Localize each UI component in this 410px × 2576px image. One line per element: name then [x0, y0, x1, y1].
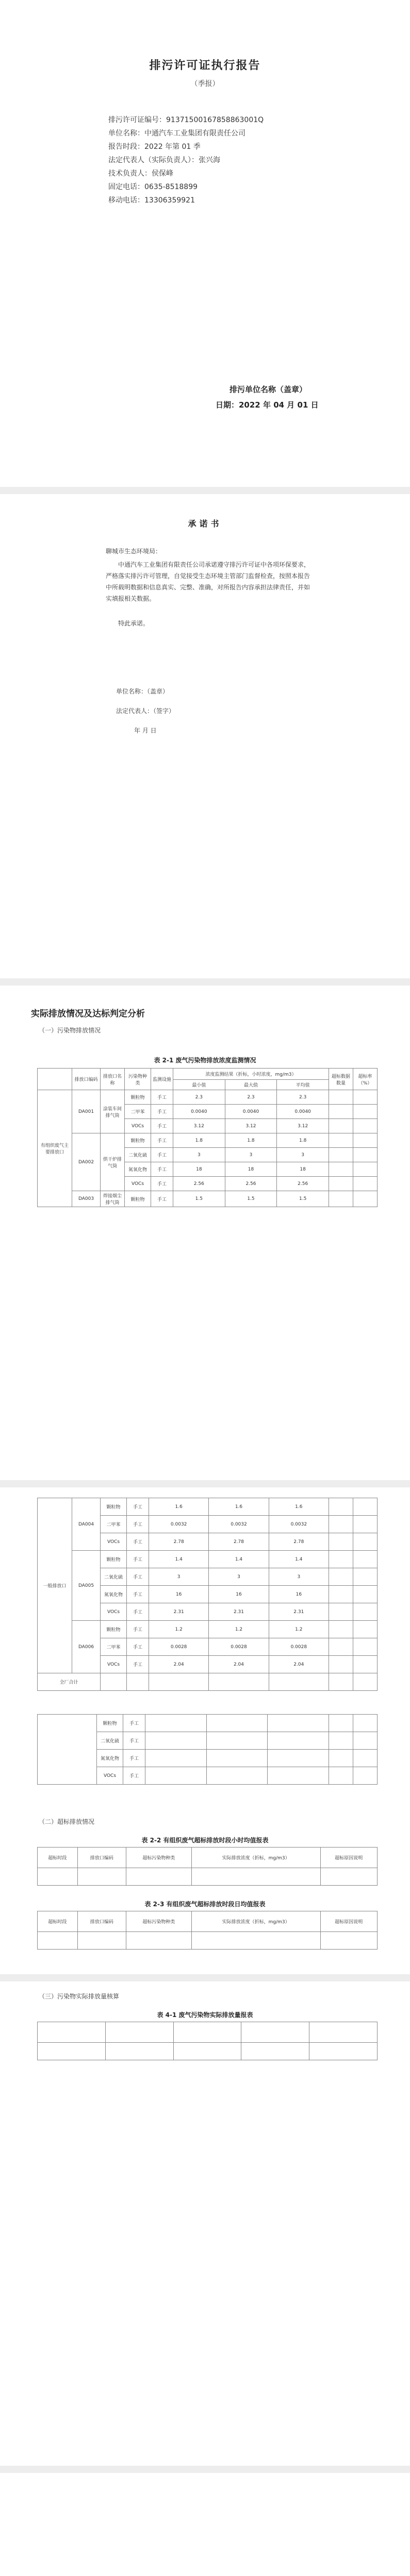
cell-monitor: 手工 [123, 1750, 145, 1767]
table3-caption: 表 2-3 有组织废气超标排放时段日均值报表 [144, 1901, 266, 1908]
cell-max: 1.2 [209, 1621, 269, 1638]
cell-pollutant: 颗粒物 [101, 1498, 127, 1516]
cell-max: 0.0028 [209, 1638, 269, 1656]
cell-avg: 2.04 [269, 1656, 329, 1673]
subsection-emissions: （一）污染物排放情况 [39, 1027, 101, 1034]
cell-min: 1.6 [149, 1498, 209, 1516]
col-outlet-code: 排放口编码 [72, 1069, 101, 1090]
cell-max: 2.04 [209, 1656, 269, 1673]
cell-pollutant: 颗粒物 [125, 1191, 151, 1207]
cell-pollutant: VOCs [101, 1603, 127, 1621]
cell-pollutant: 二甲苯 [125, 1105, 151, 1119]
cell-pollutant: 颗粒物 [101, 1621, 127, 1638]
cell-max: 0.0040 [225, 1105, 277, 1119]
cell-monitor: 手工 [127, 1498, 149, 1516]
signature-label: 排污单位名称（盖章） [229, 385, 307, 394]
section-page-1 [0, 986, 410, 1480]
cell-name: 烘干炉排气筒 [101, 1133, 125, 1191]
group-general-outlets: 一般排放口 [38, 1498, 72, 1673]
subsection-exceed: （二）超标排放情况 [39, 1818, 95, 1825]
col-pollutant: 污染物种类 [125, 1069, 151, 1090]
cell-min: 2.78 [149, 1533, 209, 1551]
cell-pollutant: 颗粒物 [125, 1133, 151, 1148]
cell-max: 3 [225, 1148, 277, 1162]
cell-min: 1.2 [149, 1621, 209, 1638]
table2-caption: 表 2-2 有组织废气超标排放时段小时均值报表 [141, 1837, 269, 1844]
cell-monitor: 手工 [127, 1603, 149, 1621]
cell-min: 3.12 [173, 1119, 225, 1133]
cell-monitor: 手工 [151, 1090, 173, 1105]
promise-page [0, 494, 410, 978]
col-exceed-reason: 超标原因说明 [320, 1848, 377, 1868]
col-exceed-period: 超标时段 [38, 1911, 78, 1932]
section-page-4 [0, 2473, 410, 2576]
cell-name: 焊接烟尘排气筒 [101, 1191, 125, 1207]
col-exceed-conc: 实际排放浓度（折标，mg/m3） [191, 1848, 320, 1868]
cell-pollutant: 二甲苯 [101, 1516, 127, 1533]
cell-code: DA003 [72, 1191, 101, 1207]
col-outlet-type [38, 1069, 72, 1090]
page-separator [0, 2466, 410, 2473]
cell-min: 2.56 [173, 1177, 225, 1191]
cell-max: 2.3 [225, 1090, 277, 1105]
cell-avg: 0.0032 [269, 1516, 329, 1533]
cell-min: 1.5 [173, 1191, 225, 1207]
col-exceed-period: 超标时段 [38, 1848, 78, 1868]
cell-monitor: 手工 [151, 1133, 173, 1148]
report-subtitle: （季报） [190, 80, 220, 88]
cell-avg: 16 [269, 1586, 329, 1603]
cell-code: DA006 [72, 1621, 101, 1673]
actual-emission-table [37, 2022, 378, 2060]
cell-code: DA004 [72, 1498, 101, 1551]
cell-min: 2.04 [149, 1656, 209, 1673]
cell-avg: 2.3 [277, 1090, 329, 1105]
col-outlet-name: 排放口名称 [101, 1069, 125, 1090]
cell-max: 2.31 [209, 1603, 269, 1621]
group-fugitive [38, 1715, 97, 1785]
section-page-2 [0, 1487, 410, 1974]
cell-pollutant: 氮氧化物 [125, 1162, 151, 1177]
col-exceed-conc: 实际排放浓度（折标，mg/m3） [191, 1911, 320, 1932]
cell-monitor: 手工 [151, 1162, 173, 1177]
report-title: 排污许可证执行报告 [149, 59, 261, 72]
cell-avg: 1.2 [269, 1621, 329, 1638]
col-avg: 平均值 [277, 1080, 329, 1090]
col-min: 最小值 [173, 1080, 225, 1090]
cell-monitor: 手工 [127, 1621, 149, 1638]
col-exceed-code: 排放口编码 [77, 1848, 126, 1868]
cell-max: 1.5 [225, 1191, 277, 1207]
cell-min: 18 [173, 1162, 225, 1177]
cell-monitor: 手工 [123, 1732, 145, 1750]
cell-min: 2.3 [173, 1090, 225, 1105]
signature-date: 日期：2022 年 04 月 01 日 [216, 400, 319, 410]
row-total: 全厂合计 [38, 1673, 101, 1691]
section-page-3 [0, 1981, 410, 2466]
cell-min: 16 [149, 1586, 209, 1603]
cell-avg: 3.12 [277, 1119, 329, 1133]
cell-monitor: 手工 [123, 1715, 145, 1732]
cell-max: 3 [209, 1568, 269, 1586]
col-exceed-pollutant: 超标污染物种类 [126, 1911, 192, 1932]
cell-avg: 3 [269, 1568, 329, 1586]
cell-monitor: 手工 [127, 1533, 149, 1551]
cell-avg: 1.5 [277, 1191, 329, 1207]
cell-monitor: 手工 [127, 1638, 149, 1656]
promise-title: 承诺书 [188, 519, 222, 529]
col-exceed-code: 排放口编码 [77, 1911, 126, 1932]
cell-pollutant: 二氧化硫 [101, 1568, 127, 1586]
cell-min: 0.0032 [149, 1516, 209, 1533]
group-main-outlets: 有组织废气主要排放口 [38, 1090, 72, 1207]
cell-pollutant: 二氧化硫 [97, 1732, 123, 1750]
emission-table-fugitive [37, 1714, 378, 1785]
cell-max: 3.12 [225, 1119, 277, 1133]
promise-closing: 特此承诺。 [118, 620, 150, 627]
page-separator [0, 1974, 410, 1981]
cell-monitor: 手工 [151, 1148, 173, 1162]
cell-pollutant: 二氧化硫 [125, 1148, 151, 1162]
page-separator [0, 978, 410, 986]
cell-pollutant: 氮氧化物 [97, 1750, 123, 1767]
col-conc-group: 浓度监测结果（折标，小时浓度，mg/m3） [173, 1069, 329, 1080]
table4-caption: 表 4-1 废气污染物实际排放量报表 [157, 2011, 253, 2019]
cell-max: 1.4 [209, 1551, 269, 1568]
cell-name: 涂装车间排气筒 [101, 1090, 125, 1133]
field-period: 报告时段：2022 年第 01 季 [108, 143, 201, 151]
cell-max: 2.78 [209, 1533, 269, 1551]
cell-max: 2.56 [225, 1177, 277, 1191]
cell-pollutant: VOCs [125, 1177, 151, 1191]
promise-body: 中通汽车工业集团有限责任公司承诺遵守排污许可证中各项环保要求，严格落实排污许可管理，自觉接受生态环境主管部门监督检查，按照本报告中所载明数据和信息真实、完整、准确，对所报告内容承担法律责任，并如实填报相关数据。 [106, 561, 310, 602]
cell-avg: 3 [277, 1148, 329, 1162]
col-max: 最大值 [225, 1080, 277, 1090]
cell-pollutant: VOCs [101, 1533, 127, 1551]
cell-min: 1.4 [149, 1551, 209, 1568]
cell-avg: 0.0028 [269, 1638, 329, 1656]
cell-min: 1.8 [173, 1133, 225, 1148]
field-mobile: 移动电话：13306359921 [108, 196, 195, 205]
cell-pollutant: 颗粒物 [101, 1551, 127, 1568]
field-phone: 固定电话：0635-8518899 [108, 183, 198, 191]
cell-min: 0.0028 [149, 1638, 209, 1656]
page-separator [0, 487, 410, 494]
exceed-table-daily [37, 1911, 378, 1950]
cell-avg: 2.31 [269, 1603, 329, 1621]
cell-monitor: 手工 [127, 1551, 149, 1568]
cell-avg: 1.4 [269, 1551, 329, 1568]
emission-table-main [37, 1068, 378, 1207]
cell-avg: 0.0040 [277, 1105, 329, 1119]
cell-pollutant: VOCs [125, 1119, 151, 1133]
cell-max: 18 [225, 1162, 277, 1177]
promise-salutation: 聊城市生态环境局： [106, 548, 162, 555]
cell-avg: 1.8 [277, 1133, 329, 1148]
cell-avg: 18 [277, 1162, 329, 1177]
table1-caption: 表 2-1 废气污染物排放浓度监测情况 [154, 1057, 256, 1064]
cell-avg: 2.78 [269, 1533, 329, 1551]
cell-monitor: 手工 [127, 1568, 149, 1586]
cell-code: DA005 [72, 1551, 101, 1621]
field-legal-rep: 法定代表人（实际负责人）：张兴海 [108, 156, 220, 164]
cell-pollutant: 颗粒物 [125, 1090, 151, 1105]
cover-page [0, 0, 410, 487]
cell-max: 0.0032 [209, 1516, 269, 1533]
cell-min: 2.31 [149, 1603, 209, 1621]
emission-table-general [37, 1498, 378, 1691]
exceed-table-hourly [37, 1847, 378, 1886]
cell-min: 3 [173, 1148, 225, 1162]
cell-max: 1.6 [209, 1498, 269, 1516]
cell-monitor: 手工 [151, 1191, 173, 1207]
cell-code: DA001 [72, 1090, 101, 1133]
cell-avg: 2.56 [277, 1177, 329, 1191]
cell-max: 1.8 [225, 1133, 277, 1148]
cell-monitor: 手工 [127, 1516, 149, 1533]
cell-monitor: 手工 [127, 1586, 149, 1603]
cell-monitor: 手工 [127, 1656, 149, 1673]
col-monitor: 监测设施 [151, 1069, 173, 1090]
col-exceed-reason: 超标原因说明 [320, 1911, 377, 1932]
promise-sign-rep: 法定代表人：（签字） [116, 707, 175, 715]
promise-sign-date: 年 月 日 [134, 727, 157, 734]
field-permit-no: 排污许可证编号：91371500167858863001Q [108, 116, 264, 124]
page-separator [0, 1480, 410, 1487]
cell-pollutant: VOCs [101, 1656, 127, 1673]
promise-sign-unit: 单位名称：（盖章） [116, 688, 169, 695]
cell-monitor: 手工 [123, 1767, 145, 1785]
cell-monitor: 手工 [151, 1105, 173, 1119]
cell-min: 3 [149, 1568, 209, 1586]
cell-monitor: 手工 [151, 1119, 173, 1133]
section-title: 实际排放情况及达标判定分析 [31, 1009, 145, 1019]
col-exceed-n: 超标数据数量 [329, 1069, 353, 1090]
field-tech-lead: 技术负责人：侯保峰 [108, 170, 173, 178]
cell-code: DA002 [72, 1133, 101, 1191]
cell-monitor: 手工 [151, 1177, 173, 1191]
field-company: 单位名称：中通汽车工业集团有限责任公司 [108, 129, 245, 138]
cell-avg: 1.6 [269, 1498, 329, 1516]
cell-pollutant: 颗粒物 [97, 1715, 123, 1732]
cell-pollutant: 二甲苯 [101, 1638, 127, 1656]
cell-pollutant: VOCs [97, 1767, 123, 1785]
cell-min: 0.0040 [173, 1105, 225, 1119]
col-exceed-pollutant: 超标污染物种类 [126, 1848, 192, 1868]
cell-pollutant: 氮氧化物 [101, 1586, 127, 1603]
subsection-actual: （三）污染物实际排放量核算 [39, 1993, 120, 2000]
cell-max: 16 [209, 1586, 269, 1603]
col-exceed-rate: 超标率（%） [353, 1069, 378, 1090]
